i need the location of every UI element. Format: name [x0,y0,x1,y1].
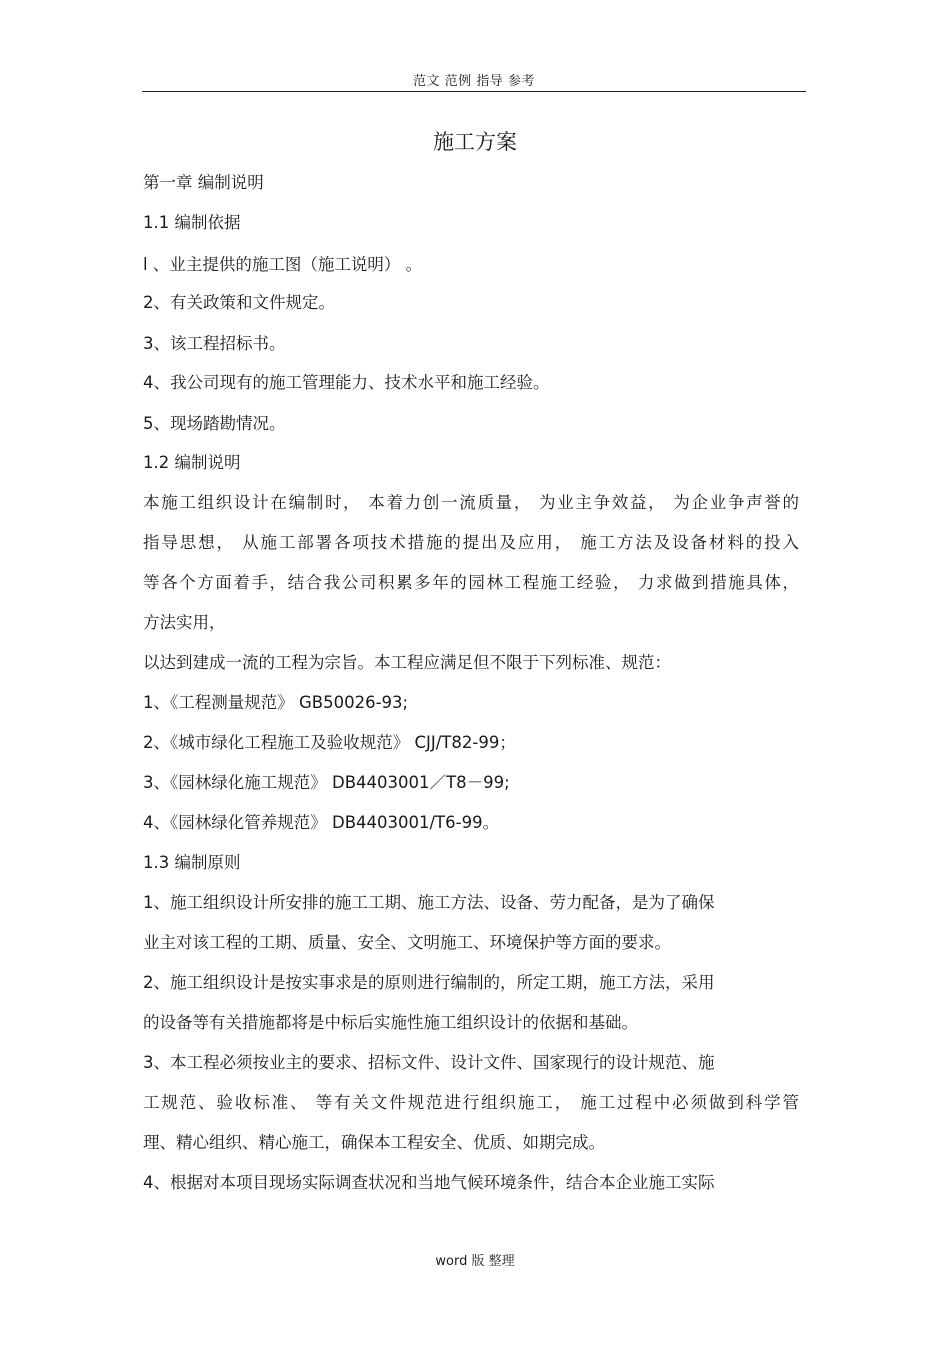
text-line: 3、本工程必须按业主的要求、招标文件、设计文件、国家现行的设计规范、施 [143,1053,715,1072]
text-line: 1、《工程测量规范》 GB50026-93; [143,693,409,712]
text-line: 的设备等有关措施都将是中标后实施性施工组织设计的依据和基础。 [143,1013,638,1032]
text-line: 2、《城市绿化工程施工及验收规范》 CJJ/T82-99； [143,733,516,752]
text-line: 1.3 编制原则 [143,853,241,872]
page-header: 范文 范例 指导 参考 [413,74,535,89]
text-line: 5、现场踏勘情况。 [143,414,286,433]
header-divider [142,91,806,92]
document-title: 施工方案 [433,130,517,154]
text-line: 4、我公司现有的施工管理能力、技术水平和施工经验。 [143,373,550,392]
text-line: 2、施工组织设计是按实事求是的原则进行编制的，所定工期，施工方法，采用 [143,973,715,992]
text-line: 4、《园林绿化管养规范》 DB4403001/T6-99。 [143,813,500,832]
page-footer: word 版 整理 [435,1254,515,1269]
text-line: 4、根据对本项目现场实际调查状况和当地气候环境条件，结合本企业施工实际 [143,1173,715,1192]
text-line: 2、有关政策和文件规定。 [143,293,335,312]
text-line: 指导思想， 从施工部署各项技术措施的提出及应用， 施工方法及设备材料的投入 [143,533,799,552]
text-line: 本施工组织设计在编制时， 本着力创一流质量， 为业主争效益， 为企业争声誉的 [143,493,799,512]
text-line: l 、业主提供的施工图（施工说明） 。 [143,255,423,274]
text-line: 方法实用， [143,613,226,632]
text-line: 1、施工组织设计所安排的施工工期、施工方法、设备、劳力配备，是为了确保 [143,893,715,912]
text-line: 工规范、验收标准、 等有关文件规范进行组织施工， 施工过程中必须做到科学管 [143,1093,799,1112]
text-line: 1.2 编制说明 [143,453,241,472]
text-line: 3、《园林绿化施工规范》 DB4403001／T8－99; [143,773,510,792]
text-line: 理、精心组织、精心施工，确保本工程安全、优质、如期完成。 [143,1133,605,1152]
text-line: 1.1 编制依据 [143,213,241,232]
text-line: 业主对该工程的工期、质量、安全、文明施工、环境保护等方面的要求。 [143,933,671,952]
text-line: 以达到建成一流的工程为宗旨。本工程应满足但不限于下列标准、规范： [143,653,671,672]
text-line: 3、该工程招标书。 [143,334,286,353]
text-line: 第一章 编制说明 [143,173,264,192]
text-line: 等各个方面着手，结合我公司积累多年的园林工程施工经验， 力求做到措施具体， [143,573,799,592]
